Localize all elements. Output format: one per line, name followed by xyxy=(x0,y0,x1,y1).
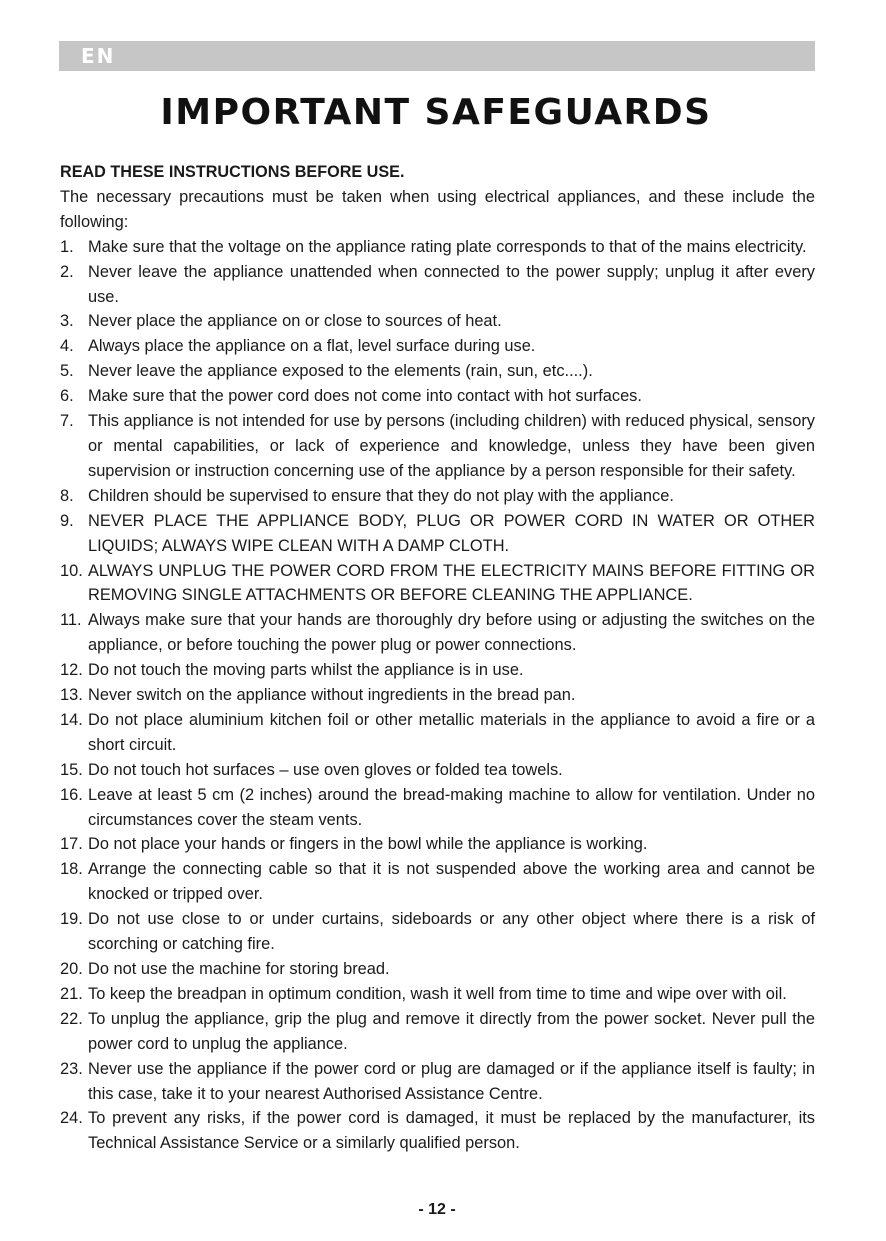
list-item-number: 9. xyxy=(60,511,74,530)
list-item-number: 8. xyxy=(60,486,74,505)
list-item-text: Never switch on the appliance without ingredients in the bread pan. xyxy=(88,686,576,705)
list-item xyxy=(60,260,815,310)
list-item xyxy=(60,982,815,1007)
list-item-text: Arrange the connecting cable so that it is not suspended above the working area and cannot be knocked or tripped over. xyxy=(88,860,815,904)
language-bar xyxy=(59,41,815,71)
list-item-number: 15. xyxy=(60,760,83,779)
list-item-number: 14. xyxy=(60,710,83,729)
list-item-number: 2. xyxy=(60,262,74,281)
list-item-number: 20. xyxy=(60,960,83,978)
section-heading: READ THESE INSTRUCTIONS BEFORE USE. xyxy=(60,163,405,181)
list-item-text: Always place the appliance on a flat, level surface during use. xyxy=(88,337,536,356)
list-item-text: Do not touch the moving parts whilst the appliance is in use. xyxy=(88,661,524,680)
list-item xyxy=(60,1007,815,1057)
list-item-text: Leave at least 5 cm (2 inches) around the bread-making machine to allow for ventilation. Under no circumstances cover the steam vents. xyxy=(88,785,815,829)
list-item-number: 11. xyxy=(60,611,82,630)
list-item xyxy=(60,235,815,260)
list-item-number: 7. xyxy=(60,412,74,431)
list-item-text: Do not use the machine for storing bread. xyxy=(88,960,390,978)
list-item-text: Never leave the appliance unattended when connected to the power supply; unplug it after every use. xyxy=(88,262,815,306)
list-item-number: 6. xyxy=(60,387,74,406)
list-item-text: Never use the appliance if the power cord or plug are damaged or if the appliance itself is faulty; in this case, take it to your nearest Authorised Assistance Centre. xyxy=(88,1059,815,1103)
list-item-number: 23. xyxy=(60,1059,83,1078)
list-item xyxy=(60,708,815,758)
language-code: EN xyxy=(81,44,116,68)
list-item xyxy=(60,559,815,609)
list-item-text: Always make sure that your hands are thoroughly dry before using or adjusting the switches on the appliance, or before touching the power plug or power connections. xyxy=(88,611,815,655)
safeguards-list xyxy=(60,235,815,1157)
list-item-text: Do not place aluminium kitchen foil or other metallic materials in the appliance to avoid a fire or a short circuit. xyxy=(88,710,815,754)
list-item-number: 13. xyxy=(60,686,83,705)
list-item-number: 16. xyxy=(60,785,83,804)
page-title: IMPORTANT SAFEGUARDS xyxy=(160,92,712,133)
list-item-number: 24. xyxy=(60,1109,83,1128)
list-item xyxy=(60,783,815,833)
list-item-text: Make sure that the voltage on the appliance rating plate corresponds to that of the mains electricity. xyxy=(88,237,807,256)
list-item-number: 4. xyxy=(60,337,74,356)
list-item-number: 3. xyxy=(60,312,74,331)
list-item-text: To keep the breadpan in optimum condition, wash it well from time to time and wipe over with oil. xyxy=(88,984,787,1003)
list-item xyxy=(60,509,815,559)
list-item xyxy=(60,608,815,658)
list-item-text: Make sure that the power cord does not come into contact with hot surfaces. xyxy=(88,387,642,406)
list-item-number: 5. xyxy=(60,362,74,381)
list-item xyxy=(60,957,815,982)
list-item-text: To prevent any risks, if the power cord is damaged, it must be replaced by the manufacturer, its Technical Assistance Service or a similarly qualified person. xyxy=(88,1109,815,1153)
list-item-text: To unplug the appliance, grip the plug and remove it directly from the power socket. Never pull the power cord to unplug the appliance. xyxy=(88,1009,815,1053)
list-item-text: This appliance is not intended for use by persons (including children) with reduced physical, sensory or mental capabilities, or lack of experience and knowledge, unless they have been given supervision or instruction concerning use of the appliance by a person responsible for their safety. xyxy=(88,412,815,480)
list-item xyxy=(60,409,815,484)
list-item-text: ALWAYS UNPLUG THE POWER CORD FROM THE ELECTRICITY MAINS BEFORE FITTING OR REMOVING SINGLE ATTACHMENTS OR BEFORE CLEANING THE APPLIANCE. xyxy=(88,561,815,605)
list-item-number: 1. xyxy=(60,237,74,256)
list-item xyxy=(60,1057,815,1107)
list-item-text: Do not touch hot surfaces – use oven gloves or folded tea towels. xyxy=(88,760,563,779)
list-item-text: Children should be supervised to ensure that they do not play with the appliance. xyxy=(88,486,674,505)
list-item-text: Never leave the appliance exposed to the elements (rain, sun, etc....). xyxy=(88,362,593,381)
list-item-number: 10. xyxy=(60,561,83,580)
list-item xyxy=(60,359,815,384)
list-item xyxy=(60,334,815,359)
list-item xyxy=(60,832,815,857)
instructions-body xyxy=(60,160,815,1156)
list-item xyxy=(60,384,815,409)
list-item-number: 12. xyxy=(60,661,83,680)
list-item xyxy=(60,683,815,708)
list-item xyxy=(60,758,815,783)
list-item-number: 18. xyxy=(60,860,83,879)
list-item-text: Do not place your hands or fingers in the bowl while the appliance is working. xyxy=(88,835,648,854)
list-item-text: Do not use close to or under curtains, sideboards or any other object where there is a risk of scorching or catching fire. xyxy=(88,910,815,954)
intro-paragraph: The necessary precautions must be taken when using electrical appliances, and these include the following: xyxy=(60,187,815,231)
list-item xyxy=(60,658,815,683)
list-item-number: 22. xyxy=(60,1009,83,1028)
list-item-number: 21. xyxy=(60,984,83,1003)
list-item-text: NEVER PLACE THE APPLIANCE BODY, PLUG OR POWER CORD IN WATER OR OTHER LIQUIDS; ALWAYS WIPE CLEAN WITH A DAMP CLOTH. xyxy=(88,511,815,555)
list-item xyxy=(60,907,815,957)
list-item-number: 17. xyxy=(60,835,83,854)
list-item xyxy=(60,1106,815,1156)
list-item xyxy=(60,857,815,907)
list-item xyxy=(60,484,815,509)
list-item-text: Never place the appliance on or close to sources of heat. xyxy=(88,312,502,331)
list-item-number: 19. xyxy=(60,910,83,929)
page-number: - 12 - xyxy=(418,1201,456,1218)
list-item xyxy=(60,309,815,334)
